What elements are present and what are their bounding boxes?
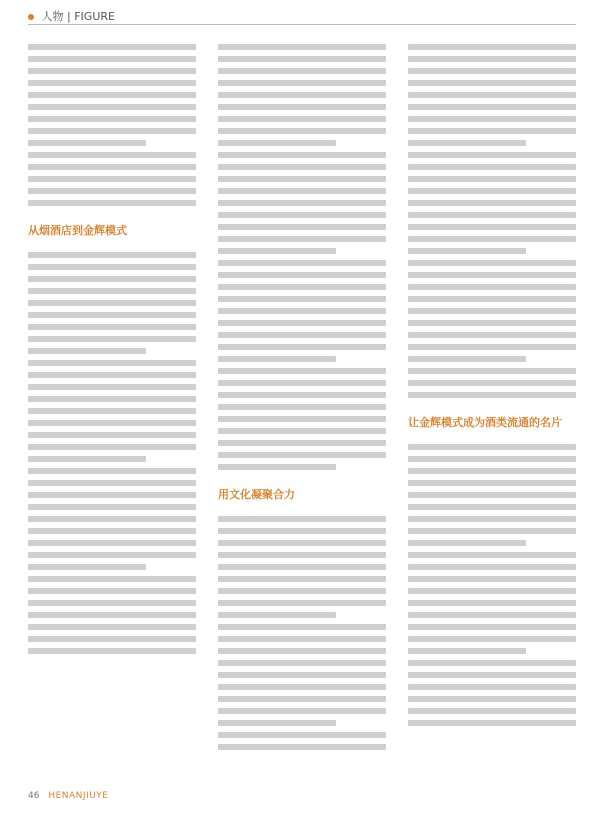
text-line-placeholder: [28, 516, 196, 522]
text-line-placeholder: [218, 296, 386, 302]
text-line-placeholder: [408, 344, 576, 350]
text-line-placeholder: [218, 440, 386, 446]
text-line-placeholder: [408, 140, 526, 146]
text-line-placeholder: [28, 612, 196, 618]
text-line-placeholder: [408, 456, 576, 462]
text-line-placeholder: [28, 600, 196, 606]
text-line-placeholder: [408, 516, 576, 522]
text-line-placeholder: [218, 56, 386, 62]
text-line-placeholder: [408, 296, 576, 302]
column-1: [28, 44, 196, 773]
text-line-placeholder: [218, 380, 386, 386]
text-block: [28, 252, 196, 654]
text-line-placeholder: [218, 68, 386, 74]
running-head: [28, 8, 115, 24]
text-line-placeholder: [218, 708, 386, 714]
text-line-placeholder: [408, 576, 576, 582]
text-line-placeholder: [408, 696, 576, 702]
text-line-placeholder: [408, 624, 576, 630]
text-line-placeholder: [28, 408, 196, 414]
text-line-placeholder: [28, 288, 196, 294]
text-line-placeholder: [408, 636, 576, 642]
text-line-placeholder: [218, 320, 386, 326]
text-line-placeholder: [408, 332, 576, 338]
text-line-placeholder: [28, 648, 196, 654]
text-line-placeholder: [218, 224, 386, 230]
text-line-placeholder: [28, 576, 196, 582]
text-line-placeholder: [408, 588, 576, 594]
text-line-placeholder: [218, 636, 386, 642]
text-block: [28, 44, 196, 206]
text-line-placeholder: [28, 480, 196, 486]
text-line-placeholder: [218, 404, 386, 410]
text-line-placeholder: [218, 80, 386, 86]
text-line-placeholder: [28, 188, 196, 194]
text-block: [218, 44, 386, 470]
section-label: 人物: [41, 10, 64, 23]
text-line-placeholder: [28, 44, 196, 50]
text-line-placeholder: [408, 356, 526, 362]
text-line-placeholder: [28, 56, 196, 62]
text-line-placeholder: [28, 92, 196, 98]
text-line-placeholder: [28, 152, 196, 158]
text-line-placeholder: [408, 672, 576, 678]
text-line-placeholder: [218, 416, 386, 422]
text-line-placeholder: [408, 368, 576, 374]
text-line-placeholder: [218, 696, 386, 702]
text-line-placeholder: [218, 308, 386, 314]
text-line-placeholder: [218, 128, 386, 134]
text-line-placeholder: [28, 104, 196, 110]
text-line-placeholder: [28, 552, 196, 558]
text-line-placeholder: [218, 368, 386, 374]
text-line-placeholder: [408, 392, 576, 398]
text-line-placeholder: [218, 648, 386, 654]
text-line-placeholder: [218, 140, 336, 146]
text-line-placeholder: [408, 188, 576, 194]
text-line-placeholder: [408, 720, 576, 726]
text-line-placeholder: [218, 344, 386, 350]
text-block: [408, 444, 576, 726]
text-line-placeholder: [408, 540, 526, 546]
text-line-placeholder: [218, 660, 386, 666]
text-line-placeholder: [28, 624, 196, 630]
text-line-placeholder: [28, 336, 196, 342]
text-line-placeholder: [408, 56, 576, 62]
text-line-placeholder: [28, 444, 196, 450]
section-heading: 从烟酒店到金辉模式: [28, 224, 127, 237]
text-line-placeholder: [28, 492, 196, 498]
text-line-placeholder: [408, 44, 576, 50]
text-line-placeholder: [218, 672, 386, 678]
text-line-placeholder: [408, 564, 576, 570]
section-heading: 让金辉模式成为酒类流通的名片: [408, 416, 562, 429]
text-line-placeholder: [28, 432, 196, 438]
text-line-placeholder: [218, 248, 336, 254]
text-line-placeholder: [218, 260, 386, 266]
text-line-placeholder: [218, 540, 386, 546]
text-line-placeholder: [28, 528, 196, 534]
text-line-placeholder: [408, 92, 576, 98]
text-line-placeholder: [408, 248, 526, 254]
text-line-placeholder: [408, 128, 576, 134]
text-line-placeholder: [408, 152, 576, 158]
text-line-placeholder: [408, 272, 576, 278]
column-3: [408, 44, 576, 773]
text-line-placeholder: [408, 104, 576, 110]
text-line-placeholder: [408, 116, 576, 122]
magazine-name: HENANJIUYE: [48, 791, 109, 801]
text-line-placeholder: [28, 252, 196, 258]
text-line-placeholder: [408, 468, 576, 474]
text-line-placeholder: [28, 564, 146, 570]
text-line-placeholder: [218, 212, 386, 218]
text-line-placeholder: [28, 396, 196, 402]
text-line-placeholder: [408, 444, 576, 450]
section-label-en: FIGURE: [74, 10, 115, 23]
text-line-placeholder: [28, 176, 196, 182]
text-line-placeholder: [218, 516, 386, 522]
text-line-placeholder: [408, 492, 576, 498]
text-line-placeholder: [28, 140, 146, 146]
header-separator: |: [67, 10, 71, 23]
text-line-placeholder: [218, 356, 336, 362]
text-line-placeholder: [28, 360, 196, 366]
text-line-placeholder: [408, 612, 576, 618]
text-line-placeholder: [28, 504, 196, 510]
text-line-placeholder: [28, 128, 196, 134]
text-line-placeholder: [408, 528, 576, 534]
text-line-placeholder: [218, 624, 386, 630]
text-line-placeholder: [28, 372, 196, 378]
text-line-placeholder: [218, 744, 386, 750]
text-line-placeholder: [218, 188, 386, 194]
text-line-placeholder: [408, 380, 576, 386]
text-line-placeholder: [218, 528, 386, 534]
text-line-placeholder: [408, 236, 576, 242]
text-line-placeholder: [28, 116, 196, 122]
text-line-placeholder: [218, 452, 386, 458]
text-line-placeholder: [218, 564, 386, 570]
text-line-placeholder: [218, 464, 336, 470]
text-line-placeholder: [408, 260, 576, 266]
text-line-placeholder: [408, 200, 576, 206]
text-line-placeholder: [408, 600, 576, 606]
text-line-placeholder: [408, 320, 576, 326]
text-line-placeholder: [28, 264, 196, 270]
text-line-placeholder: [408, 164, 576, 170]
text-block: [218, 516, 386, 750]
text-line-placeholder: [408, 68, 576, 74]
text-line-placeholder: [408, 480, 576, 486]
text-line-placeholder: [218, 392, 386, 398]
text-line-placeholder: [218, 612, 336, 618]
page-number: 46: [28, 791, 40, 801]
text-line-placeholder: [28, 324, 196, 330]
text-line-placeholder: [218, 552, 386, 558]
text-line-placeholder: [28, 456, 146, 462]
text-line-placeholder: [218, 284, 386, 290]
text-line-placeholder: [218, 152, 386, 158]
text-line-placeholder: [408, 660, 576, 666]
text-line-placeholder: [218, 116, 386, 122]
text-line-placeholder: [28, 348, 146, 354]
text-line-placeholder: [28, 276, 196, 282]
text-line-placeholder: [408, 308, 576, 314]
text-line-placeholder: [28, 68, 196, 74]
text-line-placeholder: [218, 332, 386, 338]
text-line-placeholder: [28, 468, 196, 474]
text-line-placeholder: [218, 272, 386, 278]
text-line-placeholder: [28, 588, 196, 594]
text-line-placeholder: [28, 300, 196, 306]
text-line-placeholder: [28, 384, 196, 390]
text-line-placeholder: [408, 708, 576, 714]
text-line-placeholder: [218, 600, 386, 606]
text-block: [408, 44, 576, 398]
text-line-placeholder: [28, 420, 196, 426]
text-line-placeholder: [218, 720, 336, 726]
text-line-placeholder: [408, 212, 576, 218]
text-line-placeholder: [218, 684, 386, 690]
text-line-placeholder: [408, 176, 576, 182]
text-line-placeholder: [28, 200, 196, 206]
page-footer: [28, 791, 108, 801]
text-line-placeholder: [218, 576, 386, 582]
text-line-placeholder: [408, 504, 576, 510]
text-line-placeholder: [218, 176, 386, 182]
text-line-placeholder: [218, 588, 386, 594]
text-line-placeholder: [28, 312, 196, 318]
text-line-placeholder: [218, 44, 386, 50]
header-rule: [28, 24, 576, 25]
text-line-placeholder: [28, 164, 196, 170]
text-line-placeholder: [28, 80, 196, 86]
text-line-placeholder: [218, 732, 386, 738]
text-line-placeholder: [218, 104, 386, 110]
text-line-placeholder: [218, 164, 386, 170]
text-line-placeholder: [408, 552, 576, 558]
text-line-placeholder: [408, 684, 576, 690]
text-line-placeholder: [218, 428, 386, 434]
text-line-placeholder: [218, 200, 386, 206]
text-line-placeholder: [408, 284, 576, 290]
text-line-placeholder: [218, 92, 386, 98]
text-line-placeholder: [28, 636, 196, 642]
section-heading: 用文化凝聚合力: [218, 488, 295, 501]
text-line-placeholder: [408, 80, 576, 86]
text-line-placeholder: [408, 224, 576, 230]
column-2: [218, 44, 386, 773]
text-line-placeholder: [408, 648, 526, 654]
text-line-placeholder: [218, 236, 386, 242]
section-dot-icon: [28, 14, 34, 20]
text-line-placeholder: [28, 540, 196, 546]
